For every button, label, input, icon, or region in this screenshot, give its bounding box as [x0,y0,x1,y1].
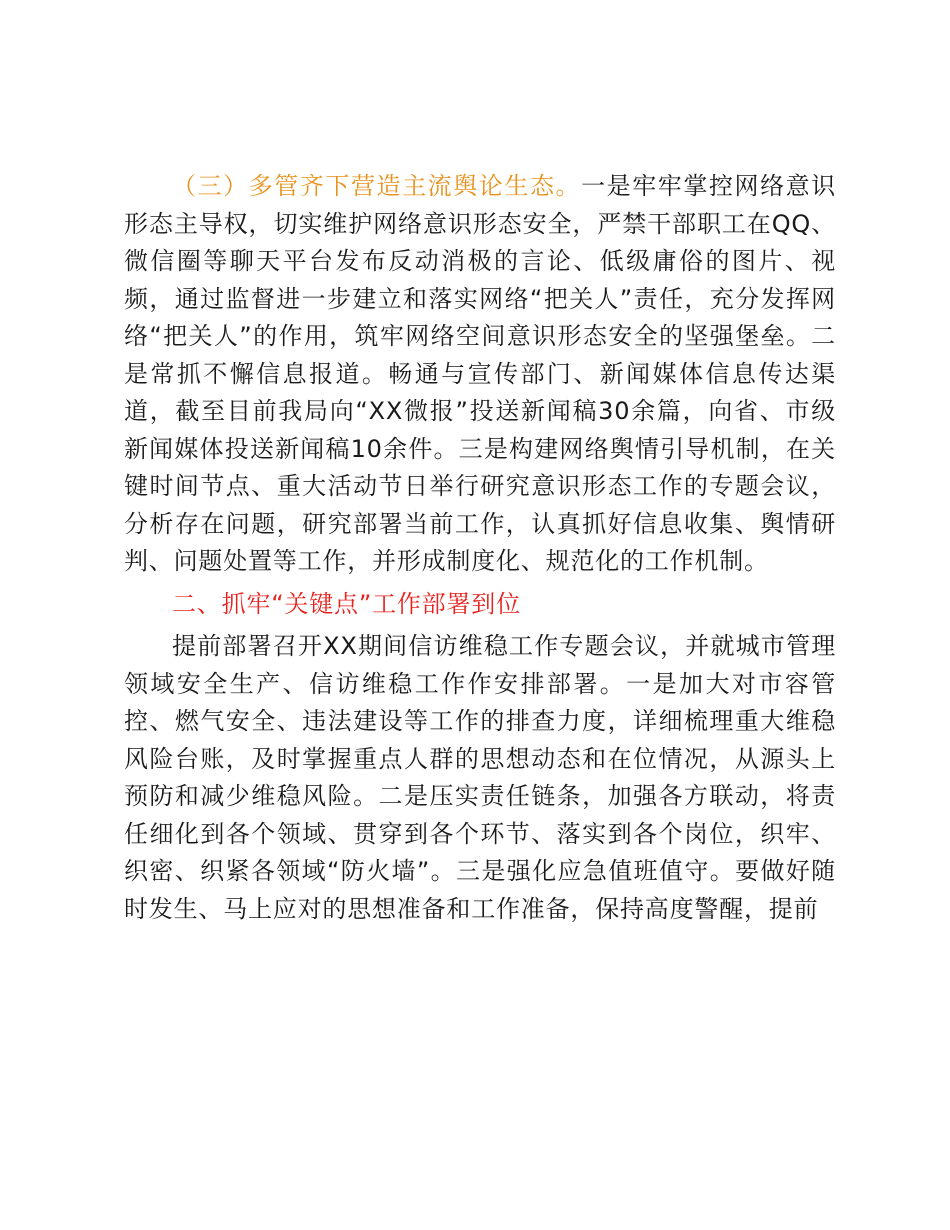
section-3-title: （三）多管齐下营造主流舆论生态。 [172,172,582,200]
document-page [124,168,836,928]
section-two-heading: 二、抓牢“关键点”工作部署到位 [172,589,521,618]
section-3-paragraph [124,168,836,581]
section-3-body: 一是牢牢掌控网络意识形态主导权，切实维护网络意识形态安全，严禁干部职工在QQ、微信圈等聊天平台发布反动消极的言论、低级庸俗的图片、视频，通过监督进一步建立和落实网络“把关人”责任，充分发挥网络“把关人”的作用，筑牢网络空间意识形态安全的坚强堡垒。二是常抓不懈信息报道。畅通与宣传部门、新闻媒体信息传达渠道，截至目前我局向“XX微报”投送新闻稿30余篇，向省、市级新闻媒体投送新闻稿10余件。三是构建网络舆情引导机制，在关键时间节点、重大活动节日举行研究意识形态工作的专题会议，分析存在问题，研究部署当前工作，认真抓好信息收集、舆情研判、问题处置等工作，并形成制度化、规范化的工作机制。 [124,172,837,575]
section-two-paragraph: 提前部署召开XX期间信访维稳工作专题会议，并就城市管理领域安全生产、信访维稳工作作安排部署。一是加大对市容管控、燃气安全、违法建设等工作的排查力度，详细梳理重大维稳风险台账，及时掌握重点人群的思想动态和在位情况，从源头上预防和减少维稳风险。二是压实责任链条，加强各方联动，将责任细化到各个领域、贯穿到各个环节、落实到各个岗位，织牢、织密、织紧各领域“防火墙”。三是强化应急值班值守。要做好随时发生、马上应对的思想准备和工作准备，保持高度警醒，提前 [124,632,836,923]
